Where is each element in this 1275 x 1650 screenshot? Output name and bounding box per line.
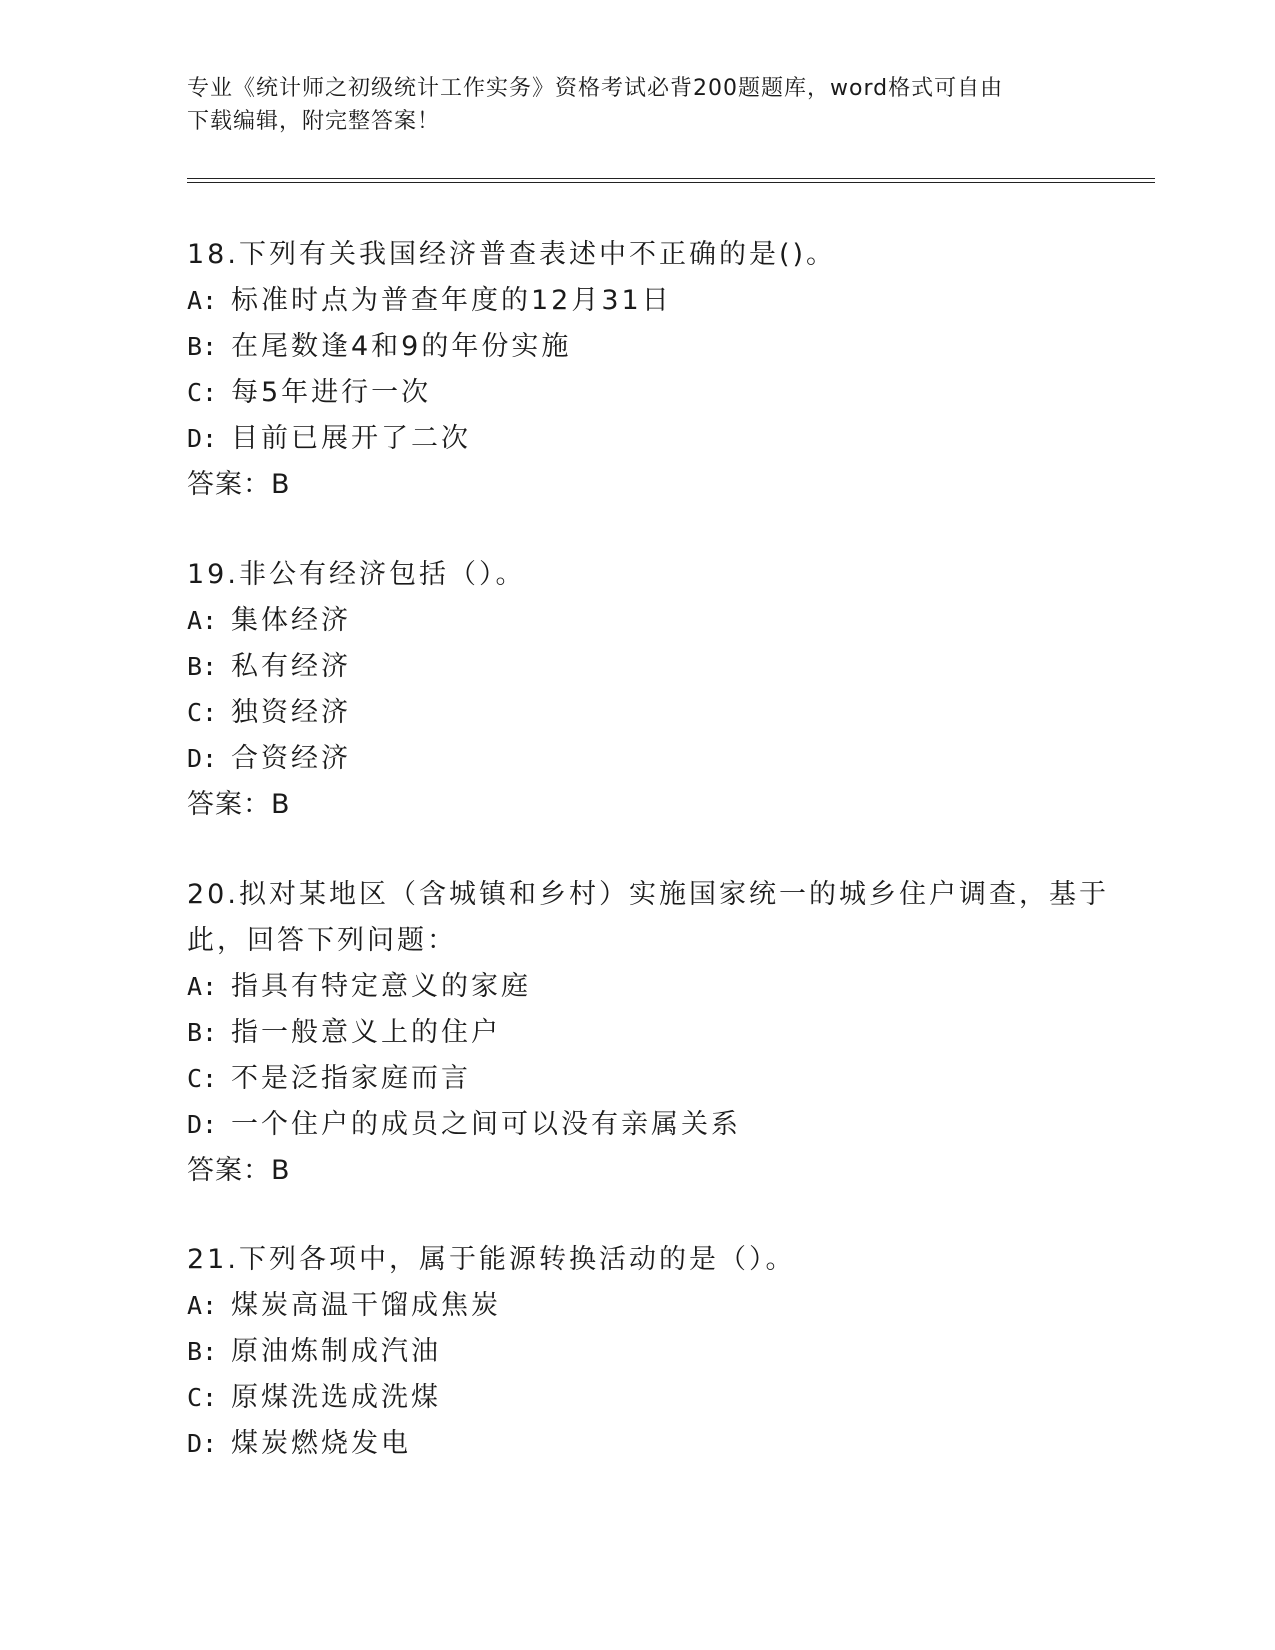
option-text: 煤炭燃烧发电 [231, 1428, 411, 1459]
header-divider-bottom [187, 182, 1155, 183]
option-a [187, 598, 1087, 644]
option-b [187, 644, 1087, 690]
option-text: 私有经济 [231, 651, 351, 682]
answer-label: 答案：B [187, 469, 291, 500]
option-text: 在尾数逢4和9的年份实施 [231, 331, 572, 362]
option-text: 指具有特定意义的家庭 [231, 971, 531, 1002]
option-text: 原油炼制成汽油 [231, 1336, 441, 1367]
option-letter: C: [187, 1383, 218, 1412]
option-text: 目前已展开了二次 [231, 423, 471, 454]
question-stem: 21.下列各项中，属于能源转换活动的是（）。 [187, 1244, 796, 1275]
option-letter: B: [187, 652, 218, 681]
option-letter: D: [187, 424, 218, 453]
option-text: 煤炭高温干馏成焦炭 [231, 1290, 501, 1321]
option-text: 原煤洗选成洗煤 [231, 1382, 441, 1413]
document-header [187, 72, 1067, 138]
option-a [187, 964, 1087, 1010]
answer-label: 答案：B [187, 789, 291, 820]
option-text: 一个住户的成员之间可以没有亲属关系 [231, 1109, 741, 1140]
option-a [187, 1283, 1087, 1329]
option-d [187, 1102, 1087, 1148]
option-text: 标准时点为普查年度的12月31日 [231, 285, 672, 316]
option-text: 合资经济 [231, 743, 351, 774]
option-text: 指一般意义上的住户 [231, 1017, 501, 1048]
option-letter: C: [187, 378, 218, 407]
option-a [187, 278, 1087, 324]
option-d [187, 416, 1087, 462]
answer-label: 答案：B [187, 1155, 291, 1186]
option-text: 集体经济 [231, 605, 351, 636]
option-letter: B: [187, 1018, 218, 1047]
header-line-1: 专业《统计师之初级统计工作实务》资格考试必背200题题库，word格式可自由 [187, 76, 1004, 101]
question-stem: 18.下列有关我国经济普查表述中不正确的是()。 [187, 239, 837, 270]
question-20 [187, 872, 1109, 1194]
option-b [187, 1329, 1087, 1375]
option-text: 独资经济 [231, 697, 351, 728]
question-stem-line-2: 此，回答下列问题： [187, 925, 457, 956]
option-letter: D: [187, 1429, 218, 1458]
option-letter: D: [187, 1110, 218, 1139]
option-letter: D: [187, 744, 218, 773]
option-c [187, 690, 1087, 736]
header-line-2: 下载编辑，附完整答案！ [187, 109, 441, 134]
option-text: 不是泛指家庭而言 [231, 1063, 471, 1094]
option-text: 每5年进行一次 [231, 377, 432, 408]
question-stem-line-1: 20.拟对某地区（含城镇和乡村）实施国家统一的城乡住户调查，基于 [187, 879, 1109, 910]
option-letter: C: [187, 698, 218, 727]
option-c [187, 370, 1087, 416]
option-d [187, 736, 1087, 782]
option-letter: B: [187, 1337, 218, 1366]
option-letter: A: [187, 606, 218, 635]
question-19 [187, 552, 1087, 828]
question-stem: 19.非公有经济包括（）。 [187, 559, 526, 590]
option-c [187, 1375, 1087, 1421]
option-c [187, 1056, 1087, 1102]
question-18 [187, 232, 1087, 508]
option-b [187, 324, 1087, 370]
question-21 [187, 1237, 1087, 1467]
option-letter: A: [187, 972, 218, 1001]
option-letter: C: [187, 1064, 218, 1093]
option-b [187, 1010, 1087, 1056]
option-d [187, 1421, 1087, 1467]
option-letter: A: [187, 1291, 218, 1320]
header-divider-top [187, 178, 1155, 179]
option-letter: A: [187, 286, 218, 315]
question-stem [187, 872, 1109, 964]
option-letter: B: [187, 332, 218, 361]
